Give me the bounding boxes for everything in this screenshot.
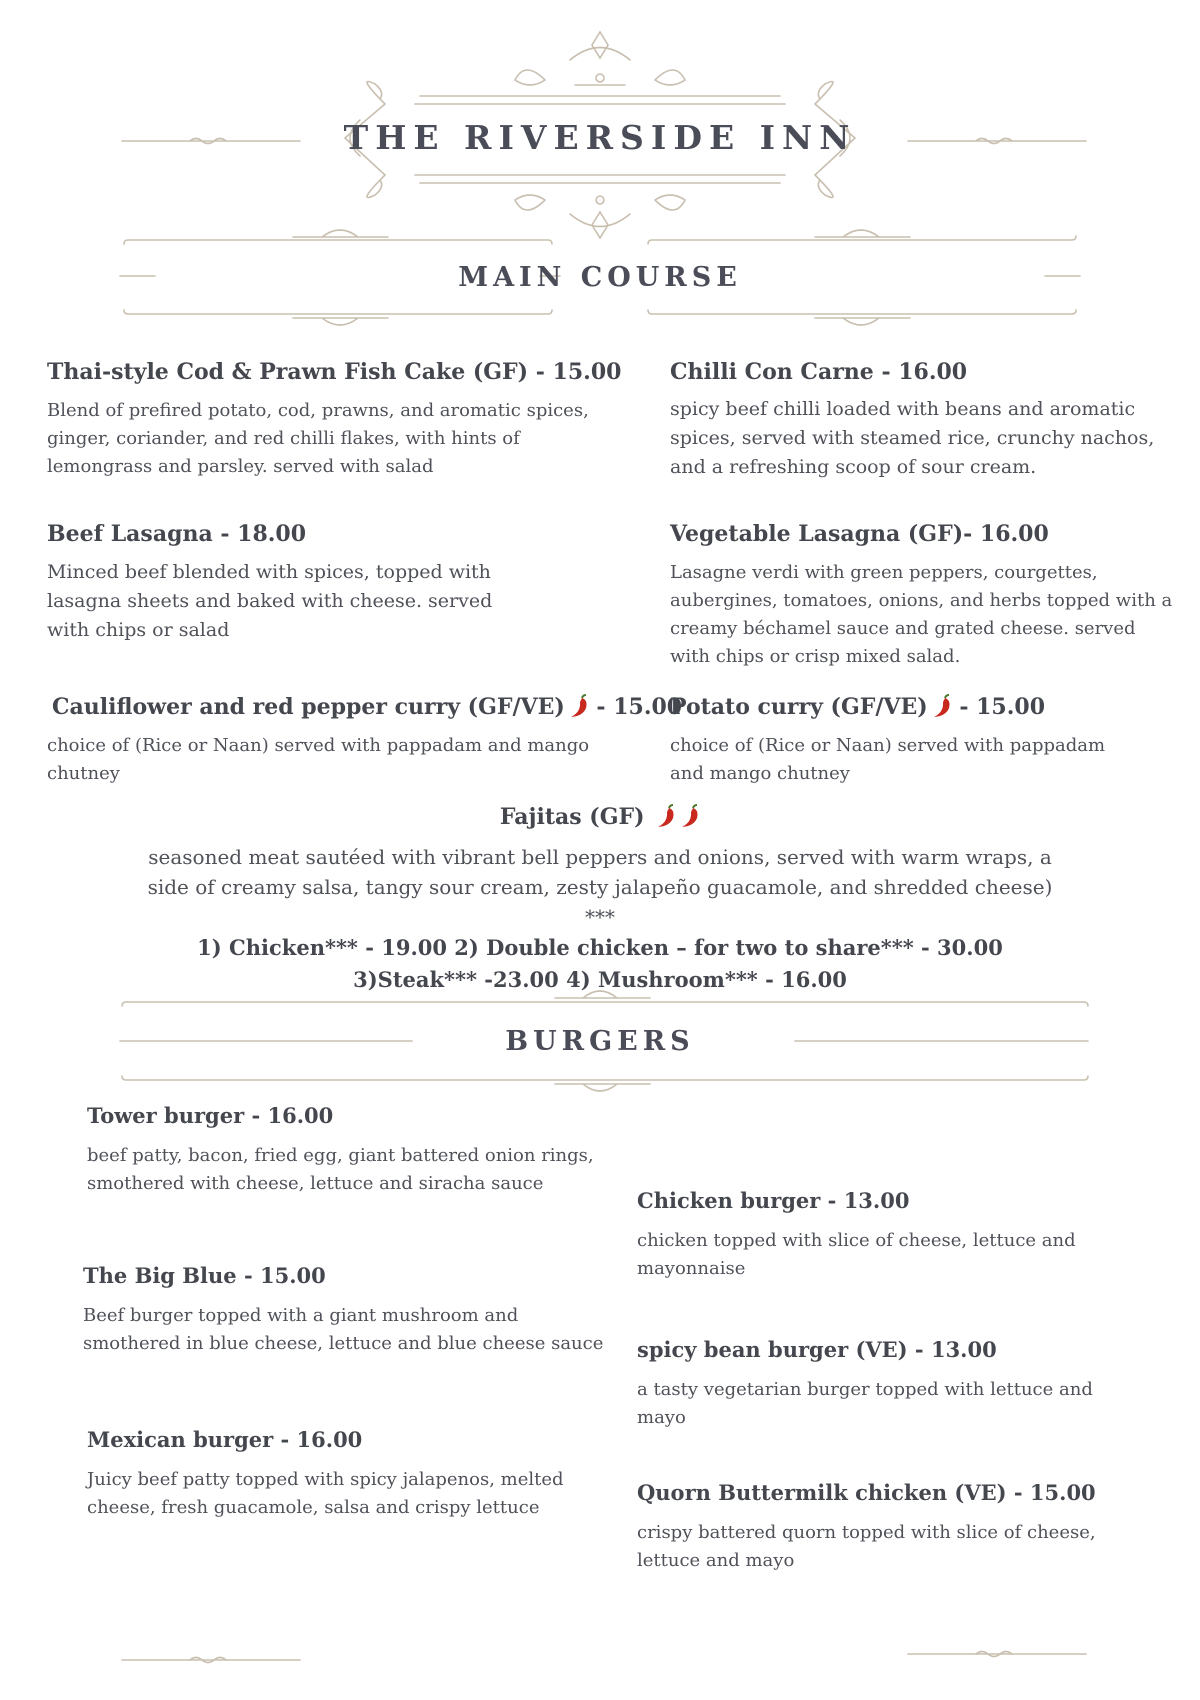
restaurant-title: THE RIVERSIDE INN — [343, 118, 857, 157]
section-title-main-course: MAIN COURSE — [458, 262, 742, 293]
dish-cauliflower-curry — [47, 694, 683, 788]
fajitas-option-line-2: 3)Steak*** -23.00 4) Mushroom*** - 16.00 — [353, 967, 847, 992]
dish-potato-curry — [670, 694, 1170, 788]
chili-pepper-icon — [654, 804, 676, 828]
burger-big-blue — [83, 1263, 613, 1358]
chili-pepper-icon — [678, 804, 700, 828]
dish-description: Beef burger topped with a giant mushroom and smothered in blue cheese, lettuce and blue cheese sauce — [83, 1305, 604, 1354]
dish-beef-lasagna — [47, 521, 567, 645]
section-title-burgers: BURGERS — [505, 1026, 695, 1057]
dish-description: Minced beef blended with spices, topped with lasagna sheets and baked with cheese. served with chips or salad — [47, 561, 493, 641]
dish-description: seasoned meat sautéed with vibrant bell peppers and onions, served with warm wraps, a side of creamy salsa, tangy sour cream, zesty jalapeño guacamole, and shredded cheese) *** — [147, 845, 1053, 929]
dish-title: Chicken burger - 13.00 — [637, 1188, 910, 1213]
burger-spicy-bean — [637, 1337, 1117, 1432]
dish-description: beef patty, bacon, fried egg, giant battered onion rings, smothered with cheese, lettuce and siracha sauce — [87, 1145, 594, 1194]
dish-title: Fajitas (GF) — [130, 804, 1070, 830]
dish-title: Thai-style Cod & Prawn Fish Cake (GF) - 15.00 — [47, 359, 622, 385]
dish-description: a tasty vegetarian burger topped with lettuce and mayo — [637, 1379, 1093, 1428]
dish-title: Potato curry (GF/VE) - 15.00 — [670, 694, 1045, 720]
chili-pepper-icon — [567, 694, 589, 718]
dish-title: The Big Blue - 15.00 — [83, 1263, 326, 1288]
fajitas-option-line-1: 1) Chicken*** - 19.00 2) Double chicken – for two to share*** - 30.00 — [197, 935, 1003, 960]
dish-title: Tower burger - 16.00 — [87, 1103, 334, 1128]
burger-tower — [87, 1103, 607, 1198]
dish-title: Cauliflower and red pepper curry (GF/VE) - 15.00 — [52, 694, 683, 720]
dish-title: Mexican burger - 16.00 — [87, 1427, 363, 1452]
dish-chilli-con-carne — [670, 359, 1175, 482]
dish-fajitas — [130, 804, 1070, 996]
burger-mexican — [87, 1427, 607, 1522]
burger-quorn-buttermilk — [637, 1480, 1137, 1575]
footer-ornament — [0, 1640, 1200, 1680]
dish-description: spicy beef chilli loaded with beans and aromatic spices, served with steamed rice, crunchy nachos, and a refreshing scoop of sour cream. — [670, 398, 1155, 478]
dish-title: spicy bean burger (VE) - 13.00 — [637, 1337, 997, 1362]
dish-title: Quorn Buttermilk chicken (VE) - 15.00 — [637, 1480, 1096, 1505]
dish-description: Juicy beef patty topped with spicy jalapenos, melted cheese, fresh guacamole, salsa and crispy lettuce — [87, 1469, 564, 1518]
chili-pepper-icon — [930, 694, 952, 718]
dish-description: choice of (Rice or Naan) served with pappadam and mango chutney — [47, 735, 590, 784]
dish-description: crispy battered quorn topped with slice of cheese, lettuce and mayo — [637, 1522, 1096, 1571]
dish-title: Vegetable Lasagna (GF)- 16.00 — [670, 521, 1049, 547]
dish-description: Lasagne verdi with green peppers, courgettes, aubergines, tomatoes, onions, and herbs topped with a creamy béchamel sauce and grated cheese. served with chips or crisp mixed salad. — [670, 562, 1173, 667]
dish-title: Chilli Con Carne - 16.00 — [670, 359, 968, 385]
dish-vegetable-lasagna — [670, 521, 1180, 671]
dish-thai-fish-cake — [47, 359, 637, 481]
dish-title: Beef Lasagna - 18.00 — [47, 521, 307, 547]
burger-chicken — [637, 1188, 1117, 1283]
dish-description: Blend of prefired potato, cod, prawns, and aromatic spices, ginger, coriander, and red chilli flakes, with hints of lemongrass and parsley. served with salad — [47, 400, 589, 477]
dish-description: chicken topped with slice of cheese, lettuce and mayonnaise — [637, 1230, 1076, 1279]
dish-description: choice of (Rice or Naan) served with pappadam and mango chutney — [670, 735, 1106, 784]
